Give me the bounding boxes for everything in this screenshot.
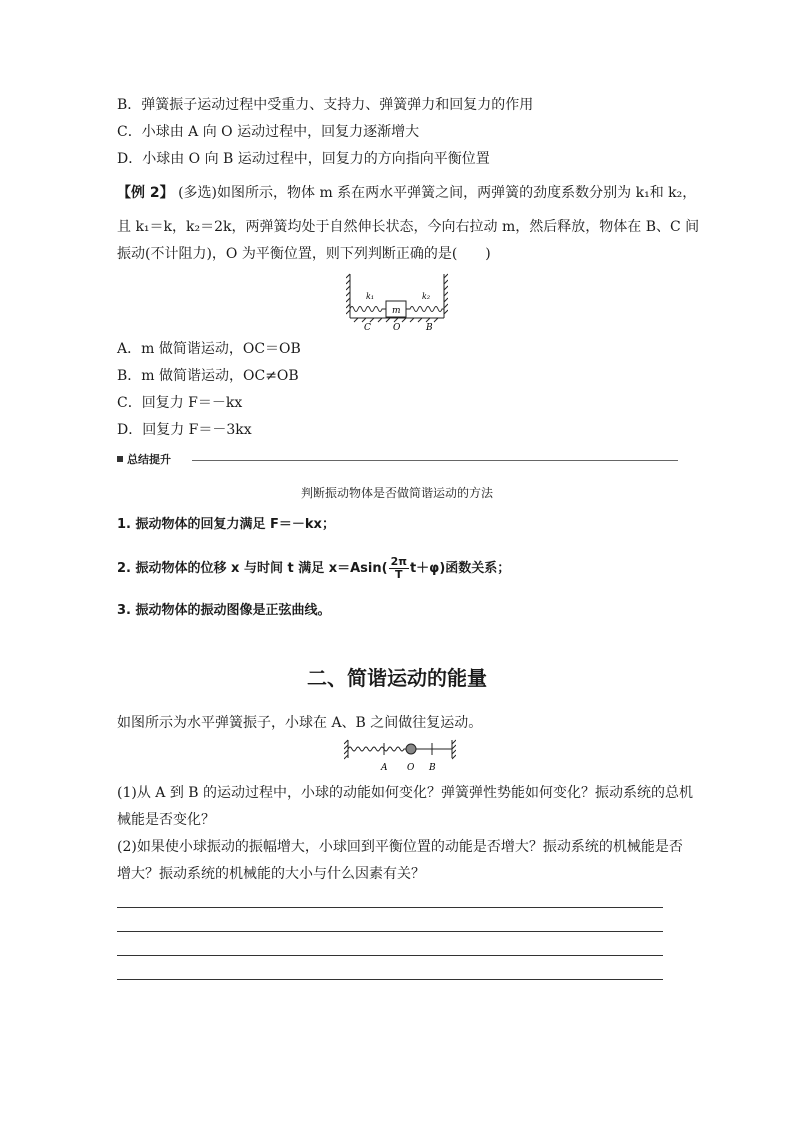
question2-line1: (2)如果使小球振动的振幅增大，小球回到平衡位置的动能是否增大？振动系统的机械能是否 [117,839,683,855]
right-spring [406,307,444,312]
example2-option-a: A．m 做简谐运动，OC＝OB [117,341,301,357]
example2-option-b: B．m 做简谐运动，OC≠OB [117,368,299,384]
summary-item-2-pre: 2. 振动物体的位移 x 与时间 t 满足 x＝Asin( [117,561,388,576]
summary-item-2 [117,556,510,581]
summary-title: 判断振动物体是否做简谐运动的方法 [300,486,493,500]
answer-line-2[interactable] [117,931,663,932]
label-k1: k₁ [366,292,375,301]
summary-item-3: 3. 振动物体的振动图像是正弦曲线。 [117,603,331,618]
example2-line2: 且 k₁＝k，k₂＝2k，两弹簧均处于自然伸长状态，今向右拉动 m，然后释放，物体在 B、C 间 [117,219,700,235]
ball [406,744,416,754]
answer-line-1[interactable] [117,907,663,908]
option-c-prev: C．小球由 A 向 O 运动过程中，回复力逐渐增大 [117,124,420,140]
example2-tag: 【例 2】 [117,185,174,201]
example2-line3: 振动(不计阻力)，O 为平衡位置，则下列判断正确的是( ) [117,246,491,262]
summary-label: 总结提升 [117,453,171,467]
answer-line-4[interactable] [117,979,663,980]
question1-line1: (1)从 A 到 B 的运动过程中，小球的动能如何变化？弹簧弹性势能如何变化？振动系统的总机 [117,785,694,801]
option-b-prev: B．弹簧振子运动过程中受重力、支持力、弹簧弹力和回复力的作用 [117,97,534,113]
question1-line2: 械能是否变化？ [117,812,215,828]
summary-item-1: 1. 振动物体的回复力满足 F＝－kx； [117,517,335,532]
answer-line-3[interactable] [117,955,663,956]
label-O: O [393,323,401,332]
example2-option-c: C．回复力 F＝－kx [117,395,243,411]
right-wall [444,274,448,318]
label-C: C [364,323,371,332]
question2-line2: 增大？振动系统的机械能的大小与什么因素有关？ [117,866,425,882]
label-B: B [429,763,436,773]
left-wall [346,274,350,318]
label-m: m [392,306,401,316]
left-wall [344,740,348,759]
horizontal-oscillator-figure [344,738,456,774]
floor [350,318,444,322]
fraction-denominator: T [395,568,403,581]
example2-text1: (多选)如图所示，物体 m 系在两水平弹簧之间，两弹簧的劲度系数分别为 k₁和 k₂， [178,185,697,201]
spring [348,747,406,751]
summary-rule [192,460,678,461]
left-spring [350,307,386,312]
label-k2: k₂ [422,292,431,301]
fraction-2pi-over-T [389,556,409,581]
section2-intro: 如图所示为水平弹簧振子，小球在 A、B 之间做往复运动。 [117,715,483,731]
example2-option-d: D．回复力 F＝－3kx [117,422,252,438]
fraction-numerator: 2π [390,555,407,568]
label-O: O [407,763,415,773]
label-A: A [381,763,388,773]
summary-item-2-post: t＋φ)函数关系； [409,561,511,576]
option-d-prev: D．小球由 O 向 B 运动过程中，回复力的方向指向平衡位置 [117,151,490,167]
section2-heading: 二、简谐运动的能量 [307,666,487,690]
example2-line1 [117,184,696,202]
two-spring-figure [346,272,448,332]
right-wall [452,740,456,759]
summary-bullet-icon [117,456,123,462]
label-B: B [426,323,433,332]
